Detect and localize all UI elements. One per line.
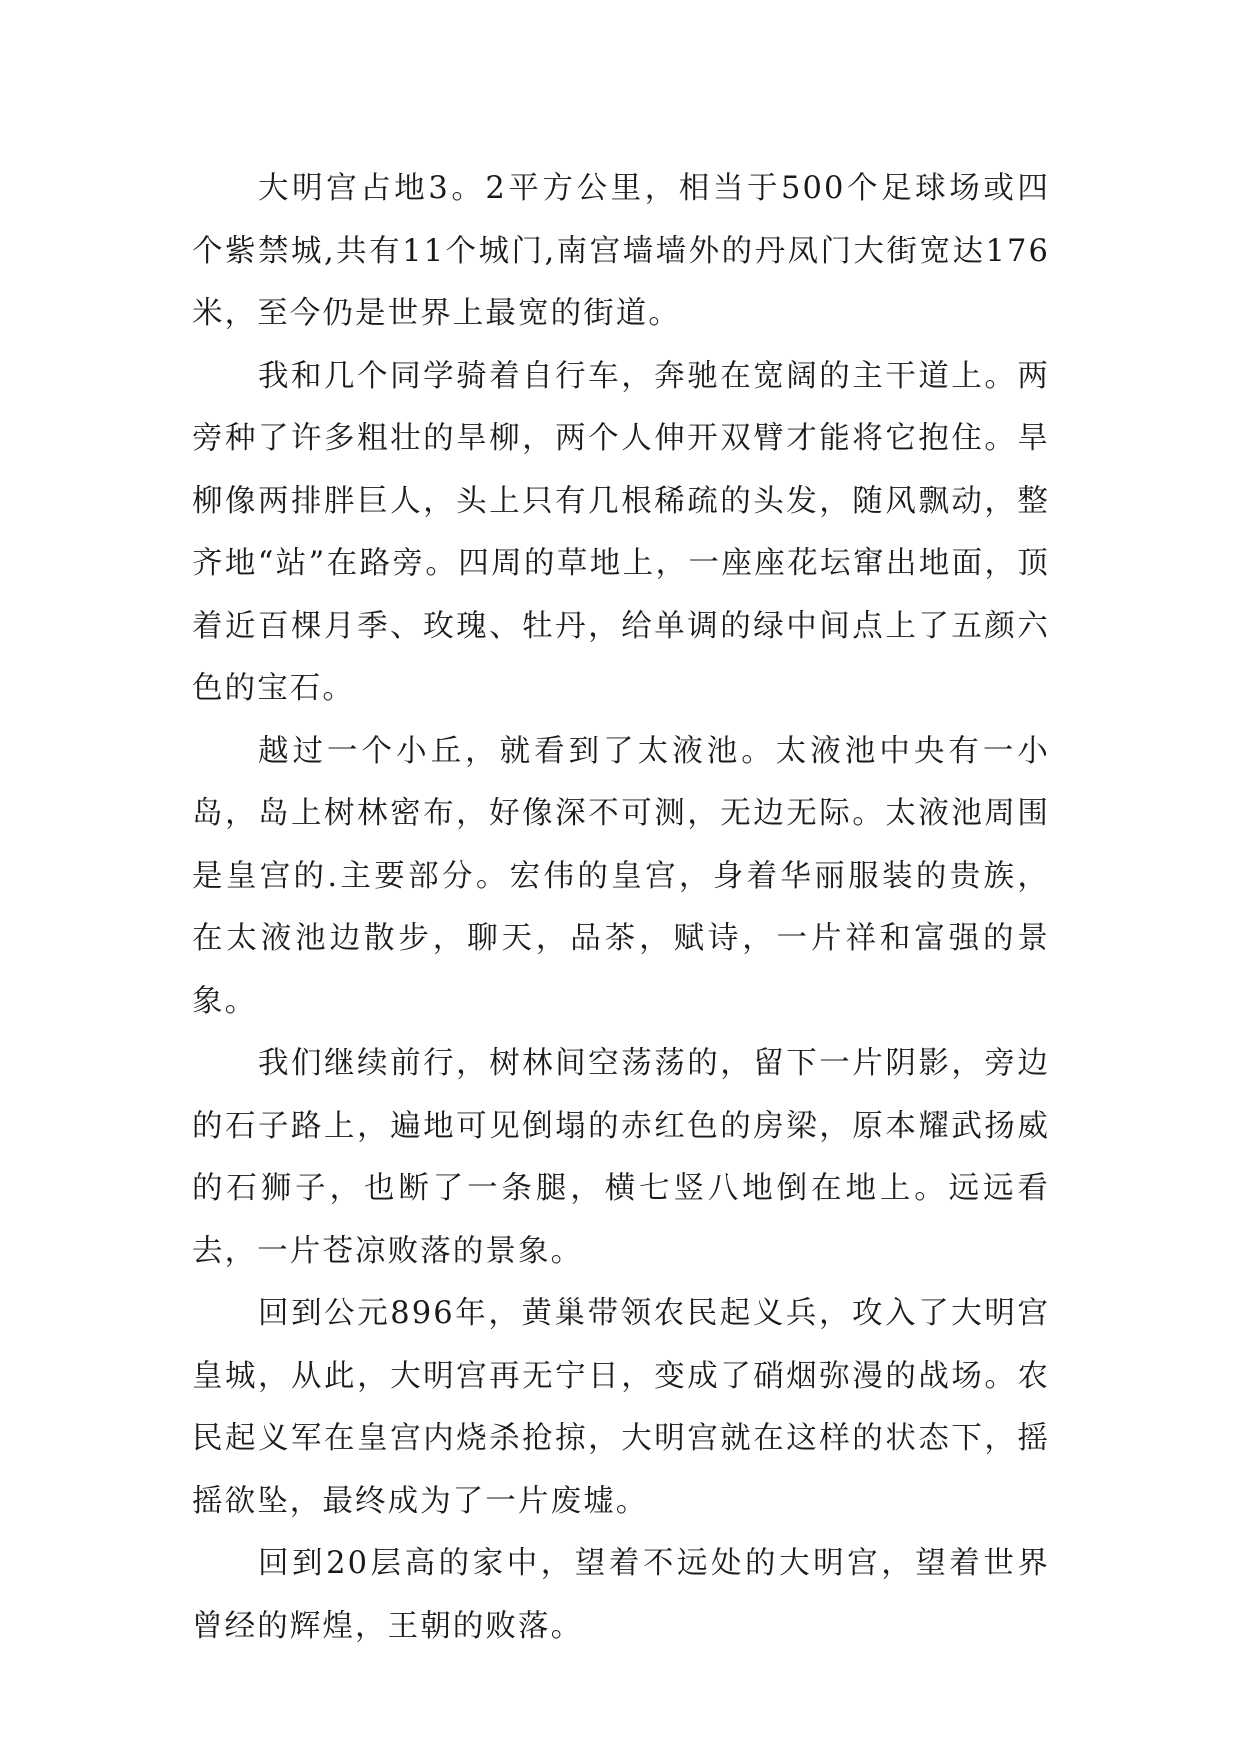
paragraph-1: 大明宫占地3。2平方公里，相当于500个足球场或四个紫禁城,共有11个城门,南宫墙墙外的丹凤门大街宽达176米，至今仍是世界上最宽的街道。 [192, 171, 1050, 331]
paragraph-5: 回到公元896年，黄巢带领农民起义兵，攻入了大明宫皇城，从此，大明宫再无宁日，变成了硝烟弥漫的战场。农民起义军在皇宫内烧杀抢掠，大明宫就在这样的状态下，摇摇欲坠，最终成为了一片废墟。 [192, 1296, 1050, 1519]
document-body [192, 158, 1050, 1658]
paragraph-4: 我们继续前行，树林间空荡荡的，留下一片阴影，旁边的石子路上，遍地可见倒塌的赤红色的房梁，原本耀武扬威的石狮子，也断了一条腿，横七竖八地倒在地上。远远看去，一片苍凉败落的景象。 [192, 1046, 1050, 1269]
paragraph-3: 越过一个小丘，就看到了太液池。太液池中央有一小岛，岛上树林密布，好像深不可测，无边无际。太液池周围是皇宫的.主要部分。宏伟的皇宫，身着华丽服装的贵族，在太液池边散步，聊天，品茶，赋诗，一片祥和富强的景象。 [192, 733, 1050, 1019]
paragraph-2: 我和几个同学骑着自行车，奔驰在宽阔的主干道上。两旁种了许多粗壮的旱柳，两个人伸开双臂才能将它抱住。旱柳像两排胖巨人，头上只有几根稀疏的头发，随风飘动，整齐地“站”在路旁。四周的草地上，一座座花坛窜出地面，顶着近百棵月季、玫瑰、牡丹，给单调的绿中间点上了五颜六色的宝石。 [192, 358, 1050, 706]
paragraph-6: 回到20层高的家中，望着不远处的大明宫，望着世界曾经的辉煌，王朝的败落。 [192, 1546, 1050, 1644]
